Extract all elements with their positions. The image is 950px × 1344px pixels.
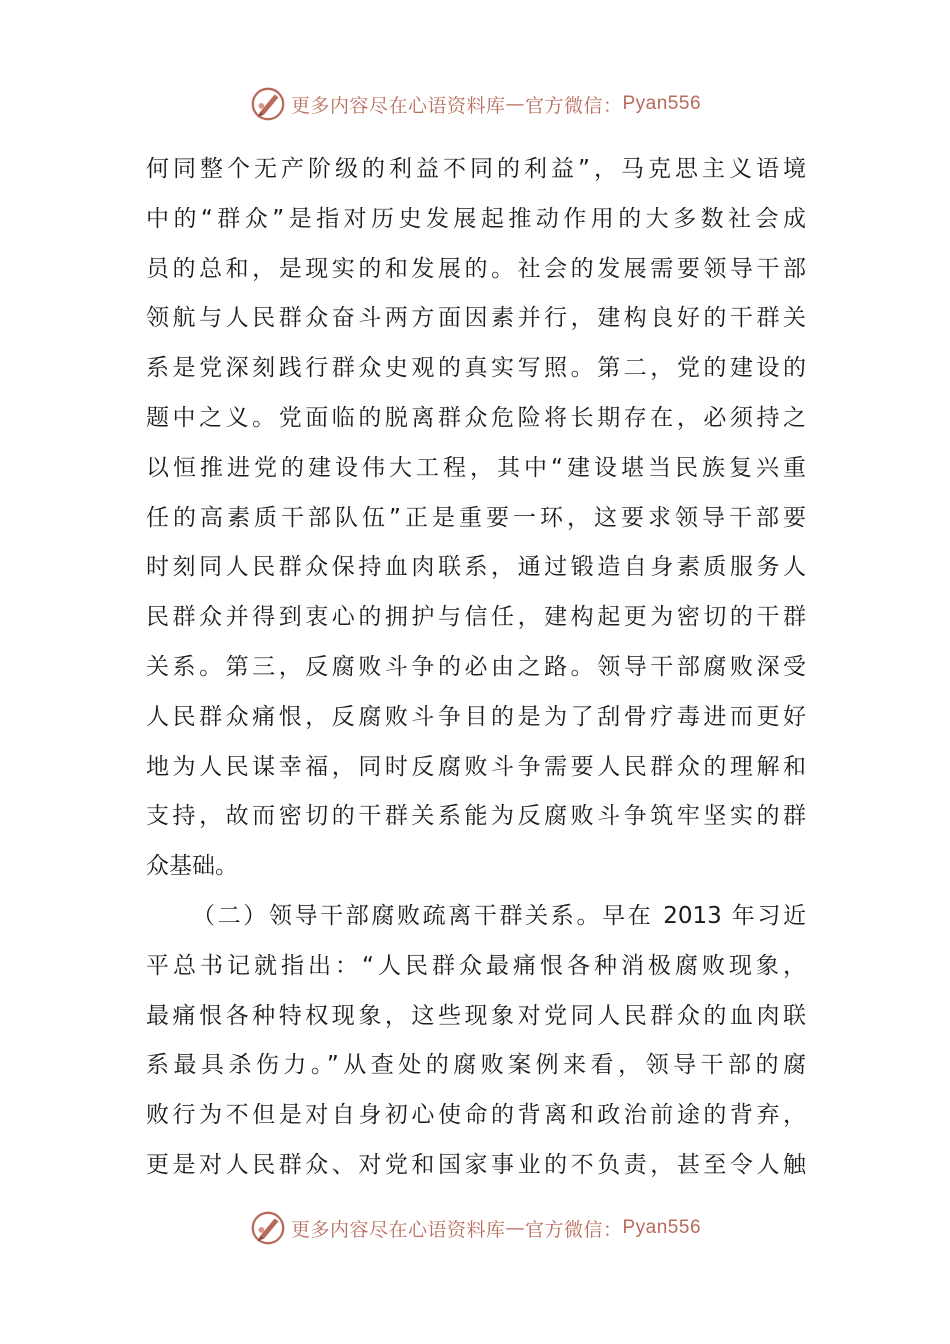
text-line: 支持，故而密切的干群关系能为反腐败斗争筑牢坚实的群: [146, 803, 806, 830]
banner-brand: 更多内容尽在心语资料库: [290, 94, 506, 117]
banner-brand: 更多内容尽在心语资料库: [290, 1218, 506, 1241]
text-line: 人民群众痛恨，反腐败斗争目的是为了刮骨疗毒进而更好: [146, 703, 806, 730]
pen-circle-icon: [249, 85, 287, 123]
banner-dash: —: [505, 1217, 525, 1239]
text-line: 领航与人民群众奋斗两方面因素并行，建构良好的干群关: [146, 305, 806, 332]
text-line: 众基础。: [146, 853, 238, 880]
text-line: 系最具杀伤力。”从查处的腐败案例来看，领导干部的腐: [146, 1052, 806, 1079]
footer-banner: [0, 1208, 950, 1248]
header-banner: [0, 84, 950, 124]
text-line: 败行为不但是对自身初心使命的背离和政治前途的背弃，: [146, 1102, 806, 1129]
banner-wechat-id: Pyan556: [622, 1217, 702, 1238]
text-line: 题中之义。党面临的脱离群众危险将长期存在，必须持之: [146, 404, 806, 431]
text-line: 中的“群众”是指对历史发展起推动作用的大多数社会成: [146, 205, 806, 232]
text-line: 系是党深刻践行群众史观的真实写照。第二，党的建设的: [146, 355, 806, 382]
text-line: 何同整个无产阶级的利益不同的利益”，马克思主义语境: [146, 156, 806, 182]
text-line: 员的总和，是现实的和发展的。社会的发展需要领导干部: [146, 255, 806, 282]
text-line: 任的高素质干部队伍”正是重要一环，这要求领导干部要: [146, 504, 806, 531]
text-line: 更是对人民群众、对党和国家事业的不负责，甚至令人触: [146, 1151, 806, 1178]
text-line: 时刻同人民群众保持血肉联系，通过锻造自身素质服务人: [146, 554, 806, 581]
banner-wechat-label: 官方微信：: [524, 94, 623, 117]
banner-wechat-id: Pyan556: [622, 93, 702, 114]
text-line: 以恒推进党的建设伟大工程，其中“建设堪当民族复兴重: [146, 454, 806, 481]
body-text: [146, 145, 806, 1191]
banner-dash: —: [505, 93, 525, 115]
text-line: 地为人民谋幸福，同时反腐败斗争需要人民群众的理解和: [146, 753, 806, 780]
text-line: 关系。第三，反腐败斗争的必由之路。领导干部腐败深受: [146, 653, 806, 680]
text-line: 民群众并得到衷心的拥护与信任，建构起更为密切的干群: [146, 604, 806, 631]
banner-wechat-label: 官方微信：: [524, 1218, 623, 1241]
pen-circle-icon: [249, 1209, 287, 1247]
text-line: 平总书记就指出：“人民群众最痛恨各种消极腐败现象，: [146, 952, 806, 979]
text-line: （二）领导干部腐败疏离干群关系。早在 2013 年习近: [192, 902, 806, 929]
text-line: 最痛恨各种特权现象，这些现象对党同人民群众的血肉联: [146, 1002, 806, 1029]
